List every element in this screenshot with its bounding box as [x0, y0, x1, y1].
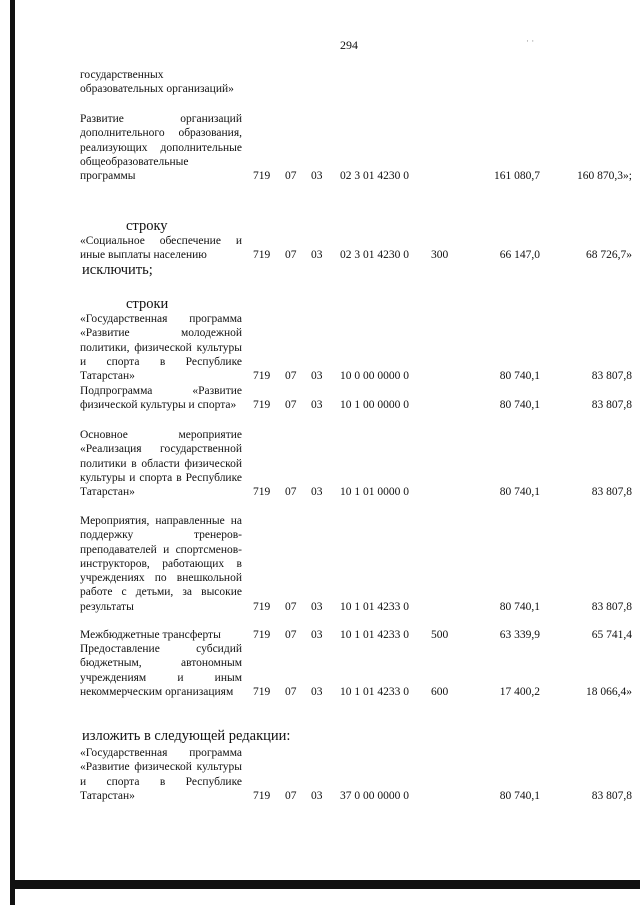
ved-code: 719 [253, 789, 271, 802]
page-number: 294 [340, 38, 358, 52]
amount-year-2: 83 807,8 [591, 600, 632, 613]
target-article-code: 10 1 01 4233 0 [340, 629, 409, 641]
section-code: 07 [285, 685, 297, 698]
ved-code: 719 [253, 399, 271, 412]
amount-year-1: 80 740,1 [499, 600, 540, 613]
amount-year-1: 80 740,1 [499, 370, 540, 383]
subsection-code: 03 [311, 249, 323, 262]
section-code: 07 [285, 600, 297, 613]
row-name: Развитие организаций дополнительного образования, реализующих дополнительные общеобразовательные программы [80, 113, 242, 183]
scan-mark: · · [526, 36, 535, 46]
subsection-code: 03 [311, 600, 323, 613]
amount-year-1: 66 147,0 [499, 249, 540, 262]
row-name: «Государственная программа «Развитие физической культуры и спорта в Республике Татарстан» [80, 747, 242, 802]
amount-year-2: 68 726,7» [586, 249, 632, 262]
section-code: 07 [285, 629, 297, 641]
page-edge-left [10, 0, 15, 905]
row-name: «Государственная программа «Развитие молодежной политики, физической культуры и спорта в Республике Татарстан» [80, 313, 242, 383]
expense-type-code: 300 [431, 249, 449, 262]
target-article-code: 10 1 01 0000 0 [340, 486, 409, 499]
ved-code: 719 [253, 249, 271, 262]
amount-year-2: 83 807,8 [591, 789, 632, 802]
section-code: 07 [285, 486, 297, 499]
section-code: 07 [285, 789, 297, 802]
ved-code: 719 [253, 685, 271, 698]
amount-year-1: 17 400,2 [499, 685, 540, 698]
amount-year-2: 83 807,8 [591, 486, 632, 499]
target-article-code: 10 1 01 4233 0 [340, 600, 409, 613]
expense-type-code: 500 [431, 629, 449, 641]
instruction-stroku: строку [126, 218, 168, 234]
target-article-code: 02 3 01 4230 0 [340, 170, 409, 183]
section-code: 07 [285, 370, 297, 383]
amount-year-2: 83 807,8 [591, 399, 632, 412]
target-article-code: 10 0 00 0000 0 [340, 370, 409, 383]
amount-year-1: 161 080,7 [494, 170, 540, 183]
page-edge-bottom [10, 880, 640, 889]
target-article-code: 02 3 01 4230 0 [340, 249, 409, 262]
instruction-new-edition: изложить в следующей редакции: [82, 728, 291, 744]
subsection-code: 03 [311, 629, 323, 641]
row-name: Межбюджетные трансферты [80, 629, 221, 641]
subsection-code: 03 [311, 685, 323, 698]
amount-year-2: 83 807,8 [591, 370, 632, 383]
row-name: Мероприятия, направленные на поддержку тренеров-преподавателей и спортсменов-инструкторов, работающих в учреждениях по внешкольной работе с детьми, за высокие результаты [80, 515, 242, 613]
section-code: 07 [285, 170, 297, 183]
target-article-code: 10 1 01 4233 0 [340, 685, 409, 698]
amount-year-1: 80 740,1 [499, 486, 540, 499]
amount-year-2: 160 870,3»; [577, 170, 632, 183]
row-name: «Социальное обеспечение и иные выплаты населению [80, 235, 242, 262]
ved-code: 719 [253, 486, 271, 499]
target-article-code: 37 0 00 0000 0 [340, 789, 409, 802]
section-code: 07 [285, 249, 297, 262]
row-name: Предоставление субсидий бюджетным, автономным учреждениям и иным некоммерческим организациям [80, 643, 242, 698]
ved-code: 719 [253, 600, 271, 613]
amount-year-2: 65 741,4 [591, 629, 632, 641]
instruction-stroki: строки [126, 296, 169, 312]
instruction-exclude: исключить; [82, 262, 153, 278]
row-name: Основное мероприятие «Реализация государственной политики в области физической культуры и спорта в Республике Татарстан» [80, 429, 242, 499]
subsection-code: 03 [311, 170, 323, 183]
amount-year-2: 18 066,4» [586, 685, 632, 698]
subsection-code: 03 [311, 370, 323, 383]
subsection-code: 03 [311, 789, 323, 802]
amount-year-1: 80 740,1 [499, 399, 540, 412]
expense-type-code: 600 [431, 685, 449, 698]
subsection-code: 03 [311, 399, 323, 412]
section-code: 07 [285, 399, 297, 412]
ved-code: 719 [253, 170, 271, 183]
amount-year-1: 80 740,1 [499, 789, 540, 802]
target-article-code: 10 1 00 0000 0 [340, 399, 409, 412]
ved-code: 719 [253, 370, 271, 383]
subsection-code: 03 [311, 486, 323, 499]
ved-code: 719 [253, 629, 271, 641]
row-name: Подпрограмма «Развитие физической культуры и спорта» [80, 385, 242, 412]
row-name: государственных образовательных организаций» [80, 69, 234, 96]
amount-year-1: 63 339,9 [499, 629, 540, 641]
